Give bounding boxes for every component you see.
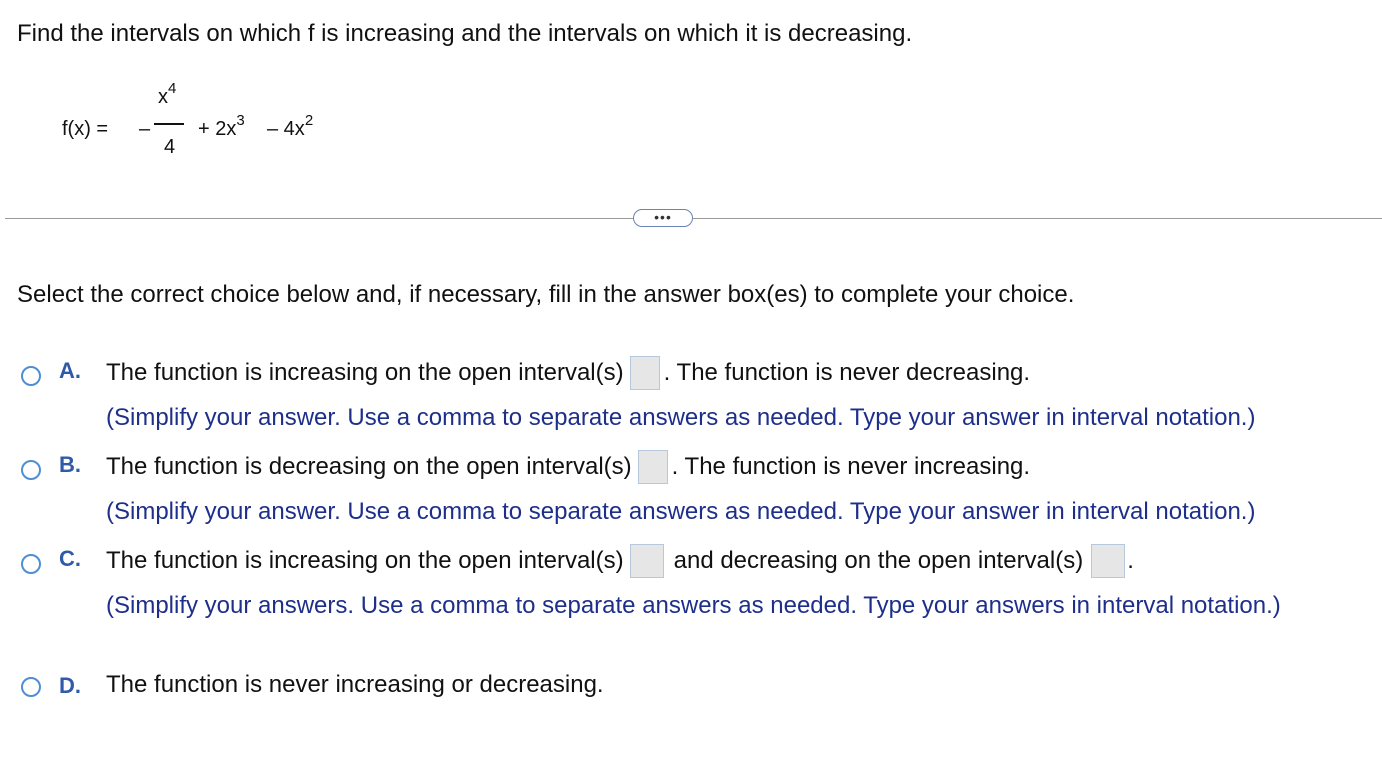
formula-minus: –: [139, 118, 151, 140]
choice-a-hint: (Simplify your answer. Use a comma to separate answers as needed. Type your answer in interval notation.): [106, 404, 1256, 431]
choice-c-text: The function is increasing on the open interval(s) and decreasing on the open interval(s) .: [106, 544, 1134, 578]
formula-term2: + $2x^3$: [198, 112, 245, 140]
answer-box-c-decreasing[interactable]: [1091, 544, 1125, 578]
more-options-button[interactable]: •••: [633, 209, 693, 227]
choice-a-text: The function is increasing on the open interval(s) . The function is never decreasing.: [106, 356, 1030, 390]
answer-box-c-increasing[interactable]: [630, 544, 664, 578]
formula-term3: – $4x^2$: [267, 112, 314, 140]
answer-box-a[interactable]: [630, 356, 660, 390]
instruction-text: Select the correct choice below and, if necessary, fill in the answer box(es) to complete your choice.: [17, 281, 1075, 308]
radio-c[interactable]: [21, 554, 41, 574]
section-divider: [5, 218, 1382, 219]
radio-b[interactable]: [21, 460, 41, 480]
choice-c-letter: C.: [59, 546, 81, 571]
radio-a[interactable]: [21, 366, 41, 386]
choice-c-hint: (Simplify your answers. Use a comma to separate answers as needed. Type your answers in interval notation.): [106, 592, 1281, 619]
question-text: Find the intervals on which f is increasing and the intervals on which it is decreasing.: [17, 20, 913, 47]
choice-d-letter: D.: [59, 673, 81, 698]
choice-a-letter: A.: [59, 358, 81, 383]
choice-b-text: The function is decreasing on the open interval(s) . The function is never increasing.: [106, 450, 1030, 484]
answer-box-b[interactable]: [638, 450, 668, 484]
formula-denominator: 4: [164, 136, 176, 158]
choice-b-hint: (Simplify your answer. Use a comma to separate answers as needed. Type your answer in interval notation.): [106, 498, 1256, 525]
choice-b-letter: B.: [59, 452, 81, 477]
choice-d-text: The function is never increasing or decreasing.: [106, 671, 604, 698]
fraction-bar: [154, 123, 184, 125]
formula-lhs: f(x) =: [62, 118, 109, 140]
radio-d[interactable]: [21, 677, 41, 697]
formula-numerator: $x^4$: [158, 80, 177, 108]
